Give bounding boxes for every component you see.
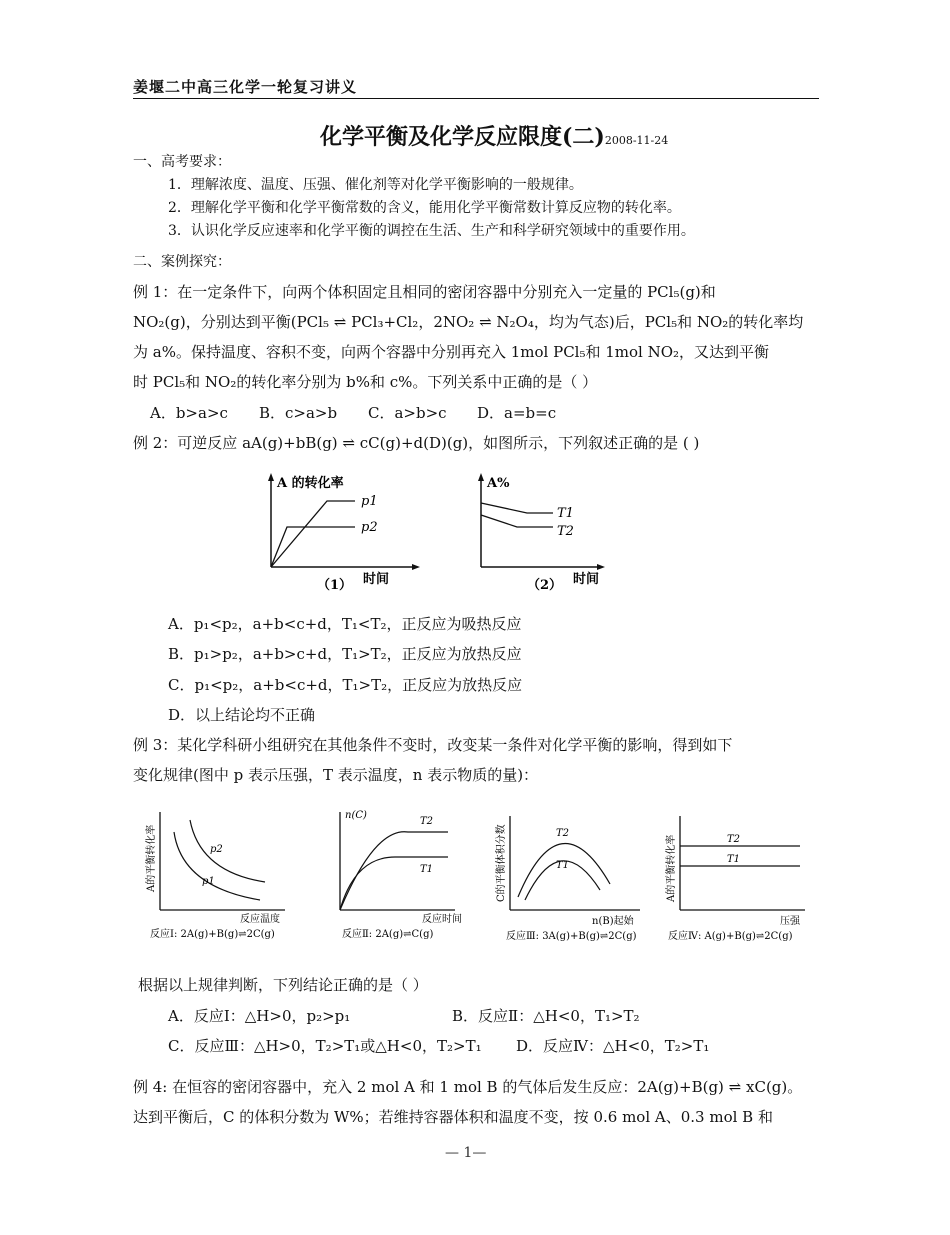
ex3-option-b: B．反应Ⅱ：△H<0，T₁>T₂: [452, 1007, 640, 1025]
section1-heading: 一、高考要求：: [133, 154, 231, 170]
ex3-chart-1: [144, 812, 285, 940]
requirement-2: 2．理解化学平衡和化学平衡常数的含义，能用化学平衡常数计算反应物的转化率。: [168, 200, 681, 216]
fig1-x-arrow: [412, 564, 420, 570]
requirement-3: 3．认识化学反应速率和化学平衡的调控在生活、生产和科学研究领域中的重要作用。: [168, 223, 695, 239]
ex3-option-a: A．反应Ⅰ：△H>0，p₂>p₁: [168, 1007, 351, 1025]
chart2-label-c1: T2: [420, 816, 434, 827]
chart4-caption: 反应Ⅳ: A(g)+B(g)⇌2C(g): [668, 931, 793, 942]
page-header: 姜堰二中高三化学一轮复习讲义: [133, 78, 358, 96]
ex4-line2: 达到平衡后，C 的体积分数为 W%；若维持容器体积和温度不变，按 0.6 mol A、0.3 mol B 和: [133, 1108, 773, 1126]
ex3-chart-3: [494, 816, 640, 942]
chart4-ylabel: A的平衡转化率: [666, 834, 677, 902]
ex4-line1: 例 4: 在恒容的密闭容器中，充入 2 mol A 和 1 mol B 的气体后发生反应：2A(g)+B(g) ⇌ xC(g)。: [133, 1078, 803, 1096]
chart4-label-c1: T2: [727, 834, 741, 845]
ex1-option-b: B．c>a>b: [259, 404, 338, 422]
ex2-fig1: [268, 473, 420, 593]
chart3-xlabel: n(B)起始: [592, 916, 634, 927]
fig2-curve-t1: [481, 503, 553, 513]
fig1-y-arrow: [268, 473, 274, 481]
ex2-figures: [255, 465, 635, 595]
section2-heading: 二、案例探究：: [133, 254, 231, 270]
fig2-caption: （2）: [527, 578, 563, 593]
requirement-1: 1．理解浓度、温度、压强、催化剂等对化学平衡影响的一般规律。: [168, 177, 583, 193]
ex2-stem: 例 2：可逆反应 aA(g)+bB(g) ⇌ cC(g)+d(D)(g)，如图所示，下列叙述正确的是 ( ): [133, 434, 700, 452]
fig1-ylabel: A 的转化率: [277, 476, 344, 491]
ex3-option-c: C．反应Ⅲ：△H>0，T₂>T₁或△H<0，T₂>T₁: [168, 1037, 482, 1055]
chart2-ylabel: n(C): [345, 810, 367, 821]
chart1-xlabel: 反应温度: [240, 914, 280, 925]
ex3-line2: 变化规律(图中 p 表示压强，T 表示温度，n 表示物质的量)：: [133, 766, 539, 784]
fig1-label-p2: p2: [361, 520, 378, 535]
ex2-option-d: D．以上结论均不正确: [168, 706, 316, 724]
fig2-label-t2: T2: [557, 524, 574, 539]
page-title: [320, 120, 668, 151]
ex3-question: 根据以上规律判断，下列结论正确的是（ ）: [138, 976, 428, 994]
title-text: 化学平衡及化学反应限度(二): [320, 124, 605, 150]
ex2-fig2: [478, 473, 605, 593]
fig2-y-arrow: [478, 473, 484, 481]
chart2-caption: 反应Ⅱ: 2A(g)⇌C(g): [342, 929, 434, 940]
chart1-curve-p1: [174, 832, 260, 900]
fig2-xlabel: 时间: [573, 572, 600, 587]
fig2-label-t1: T1: [557, 506, 574, 521]
title-date: 2008-11-24: [604, 134, 669, 147]
chart2-xlabel: 反应时间: [422, 914, 462, 925]
fig2-curve-t2: [481, 515, 553, 527]
chart3-ylabel: C的平衡体积分数: [496, 824, 507, 902]
fig1-xlabel: 时间: [363, 572, 390, 587]
chart1-label-c1: p2: [210, 844, 223, 855]
fig2-x-arrow: [597, 564, 605, 570]
ex2-option-a: A．p₁<p₂，a+b<c+d，T₁<T₂，正反应为吸热反应: [168, 615, 522, 633]
ex1-line2: NO₂(g)，分别达到平衡(PCl₅ ⇌ PCl₃+Cl₂，2NO₂ ⇌ N₂O₄，均为气态)后，PCl₅和 NO₂的转化率均: [133, 313, 804, 331]
chart1-curve-p2: [190, 820, 265, 882]
ex2-option-b: B．p₁>p₂，a+b>c+d，T₁>T₂，正反应为放热反应: [168, 645, 522, 663]
ex3-figures: [140, 802, 820, 952]
chart3-caption: 反应Ⅲ: 3A(g)+B(g)⇌2C(g): [506, 931, 637, 942]
ex1-line4: 时 PCl₅和 NO₂的转化率分别为 b%和 c%。下列关系中正确的是（ ）: [133, 373, 598, 391]
fig1-caption: （1）: [317, 578, 353, 593]
ex1-line3: 为 a%。保持温度、容积不变，向两个容器中分别再充入 1mol PCl₅和 1mol NO₂，又达到平衡: [133, 343, 770, 361]
ex1-option-a: A．b>a>c: [150, 404, 228, 422]
fig1-label-p1: p1: [361, 494, 378, 509]
chart3-label-c1: T2: [556, 828, 570, 839]
chart4-label-c2: T1: [727, 854, 741, 865]
chart1-label-c2: p1: [202, 876, 215, 887]
page-number: — 1—: [445, 1145, 487, 1161]
ex2-option-c: C．p₁<p₂，a+b<c+d，T₁>T₂，正反应为放热反应: [168, 676, 523, 694]
fig1-curve-p2: [271, 527, 355, 567]
chart1-caption: 反应Ⅰ: 2A(g)+B(g)⇌2C(g): [150, 929, 275, 940]
chart3-label-c2: T1: [556, 860, 570, 871]
chart4-xlabel: 压强: [780, 916, 800, 927]
ex3-chart-4: [664, 816, 805, 942]
ex1-line1: 例 1：在一定条件下，向两个体积固定且相同的密闭容器中分别充入一定量的 PCl₅(g)和: [133, 283, 716, 301]
ex3-option-d: D．反应Ⅳ：△H<0，T₂>T₁: [516, 1037, 710, 1055]
ex1-option-c: C．a>b>c: [368, 404, 447, 422]
chart1-ylabel: A的平衡转化率: [146, 824, 157, 892]
header-rule: [133, 98, 819, 99]
fig2-ylabel: A%: [487, 476, 510, 491]
ex3-line1: 例 3：某化学科研小组研究在其他条件不变时，改变某一条件对化学平衡的影响，得到如下: [133, 736, 733, 754]
chart2-label-c2: T1: [420, 864, 434, 875]
ex1-option-d: D．a=b=c: [477, 404, 557, 422]
ex3-chart-2: [340, 810, 462, 940]
